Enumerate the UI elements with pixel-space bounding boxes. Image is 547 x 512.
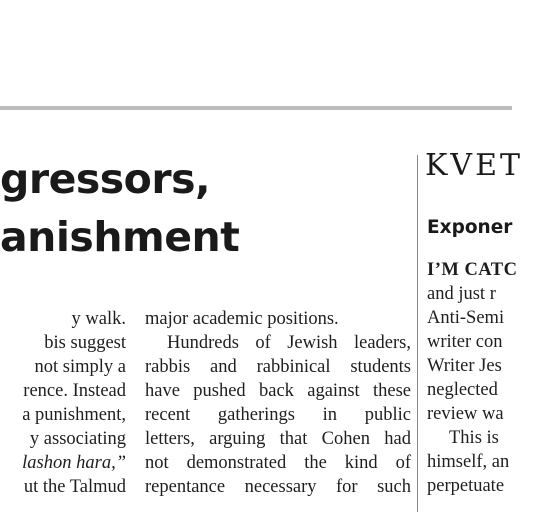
left-line: not simply a: [34, 357, 126, 377]
sidebar-line: neglected: [427, 380, 498, 400]
left-line: a punishment,: [22, 405, 126, 425]
sidebar-line: himself, an: [427, 452, 510, 472]
sidebar-title: KVET: [425, 148, 523, 183]
body-line: have pushed back against these: [145, 381, 411, 401]
left-line: y walk.: [71, 309, 126, 329]
sidebar-line: writer con: [427, 332, 503, 352]
article-headline: [0, 150, 420, 266]
sidebar-text-column: [427, 258, 547, 498]
body-line: rabbis and rabbinical students: [145, 357, 411, 377]
body-line: letters, arguing that Cohen had: [145, 429, 411, 449]
left-line: y associating: [29, 429, 126, 449]
sidebar-line: This is: [449, 428, 499, 448]
body-line: repentance necessary for such: [145, 477, 411, 497]
middle-text-column: [145, 307, 411, 499]
sidebar-line: perpetuate: [427, 476, 505, 496]
sidebar-subtitle: Exponer: [427, 217, 513, 238]
body-line: Hundreds of Jewish leaders,: [167, 333, 411, 353]
sidebar-line: Anti-Semi: [427, 308, 505, 328]
body-line: major academic positions.: [145, 309, 339, 329]
left-line: rence. Instead: [23, 381, 126, 401]
sidebar-line: and just r: [427, 284, 496, 304]
left-line: ut the Talmud: [23, 477, 126, 497]
top-divider: [0, 106, 512, 110]
column-divider: [417, 155, 418, 512]
sidebar-line: Writer Jes: [427, 356, 502, 376]
sidebar-lead: I’M CATC: [427, 260, 518, 280]
left-line: lashon hara,”: [22, 453, 126, 473]
body-line: not demonstrated the kind of: [145, 453, 411, 473]
headline-line-2: anishment: [0, 213, 240, 261]
headline-line-1: gressors,: [0, 155, 211, 203]
left-line: bis suggest: [44, 333, 126, 353]
body-line: recent gatherings in public: [145, 405, 411, 425]
left-text-column: [0, 307, 126, 499]
sidebar-line: review wa: [427, 404, 504, 424]
